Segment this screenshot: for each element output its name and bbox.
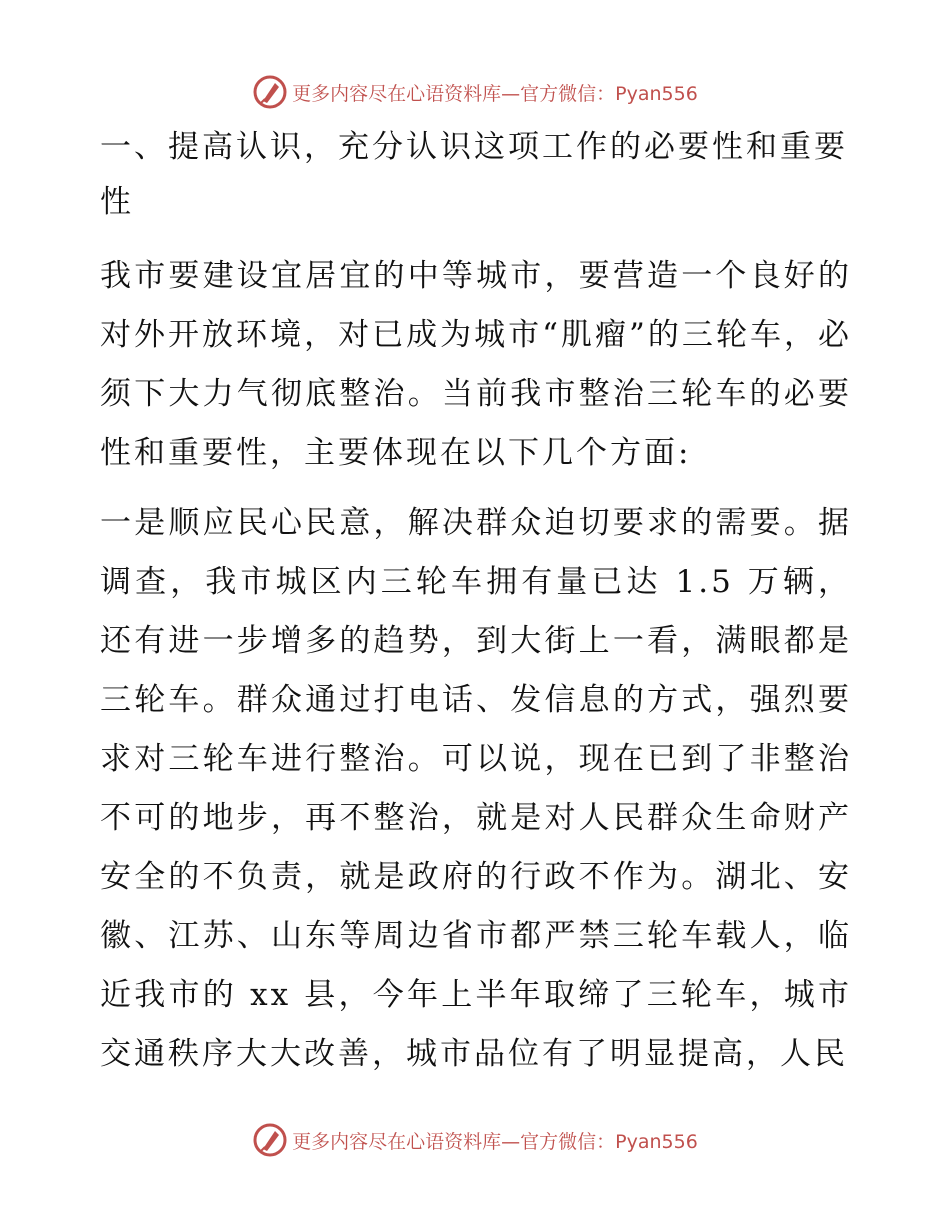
section-heading: 一、提高认识，充分认识这项工作的必要性和重要性 (100, 129, 848, 220)
paragraph-1: 我市要建设宜居宜的中等城市，要营造一个良好的对外开放环境，对已成为城市“肌瘤”的三轮车，必须下大力气彻底整治。当前我市整治三轮车的必要性和重要性，主要体现在以下几个方面: (100, 258, 852, 471)
document-body (100, 120, 852, 1084)
footer-watermark-text: 更多内容尽在心语资料库—官方微信：Pyan556 (292, 1130, 698, 1153)
paragraph-2: 一是顺应民心民意，解决群众迫切要求的需要。据调查，我市城区内三轮车拥有量已达 1.5 万辆，还有进一步增多的趋势，到大街上一看，满眼都是三轮车。群众通过打电话、发信息的方式，强烈要求对三轮车进行整治。可以说，现在已到了非整治不可的地步，再不整治，就是对人民群众生命财产安全的不负责，就是政府的行政不作为。湖北、安徽、江苏、山东等周边省市都严禁三轮车载人，临近我市的 xx 县，今年上半年取缔了三轮车，城市交通秩序大大改善，城市品位有了明显提高，人民 (100, 505, 852, 1072)
header-watermark-text: 更多内容尽在心语资料库—官方微信：Pyan556 (292, 82, 698, 105)
header-watermark (0, 70, 950, 114)
feather-pen-logo-icon (252, 74, 288, 110)
feather-pen-logo-icon (252, 1122, 288, 1158)
footer-watermark (0, 1118, 950, 1162)
